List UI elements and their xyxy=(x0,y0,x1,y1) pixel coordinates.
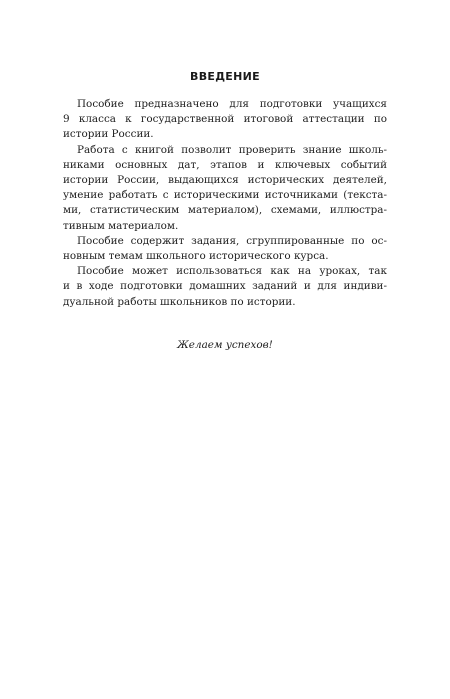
paragraph-line: Работа с книгой позволит проверить знание школь- xyxy=(77,143,387,156)
paragraph-line: никами основных дат, этапов и ключевых событий xyxy=(63,158,387,171)
paragraph-line: истории России, выдающихся исторических деятелей, xyxy=(63,174,387,187)
paragraph xyxy=(63,143,387,234)
paragraph-line: умение работать с историческими источниками (текста- xyxy=(63,189,387,202)
paragraph-line: новным темам школьного исторического курса. xyxy=(63,250,329,263)
paragraph-line: тивным материалом. xyxy=(63,219,179,232)
body-text xyxy=(63,97,387,310)
paragraph-line: 9 класса к государственной итоговой аттестации по xyxy=(63,113,387,126)
closing-wish: Желаем успехов! xyxy=(177,339,273,351)
paragraph-line: и в ходе подготовки домашних заданий и для индиви- xyxy=(63,280,387,293)
paragraph-line: ми, статистическим материалом), схемами, иллюстра- xyxy=(63,204,387,217)
paragraph xyxy=(63,97,387,143)
paragraph-line: истории России. xyxy=(63,128,154,141)
paragraph-line: дуальной работы школьников по истории. xyxy=(63,295,296,308)
paragraph-line: Пособие предназначено для подготовки учащихся xyxy=(77,98,387,110)
paragraph-line: Пособие содержит задания, сгруппированные по ос- xyxy=(77,234,387,247)
section-title: ВВЕДЕНИЕ xyxy=(190,70,260,83)
paragraph xyxy=(63,234,387,264)
paragraph-line: Пособие может использоваться как на уроках, так xyxy=(77,265,387,278)
paragraph xyxy=(63,264,387,310)
